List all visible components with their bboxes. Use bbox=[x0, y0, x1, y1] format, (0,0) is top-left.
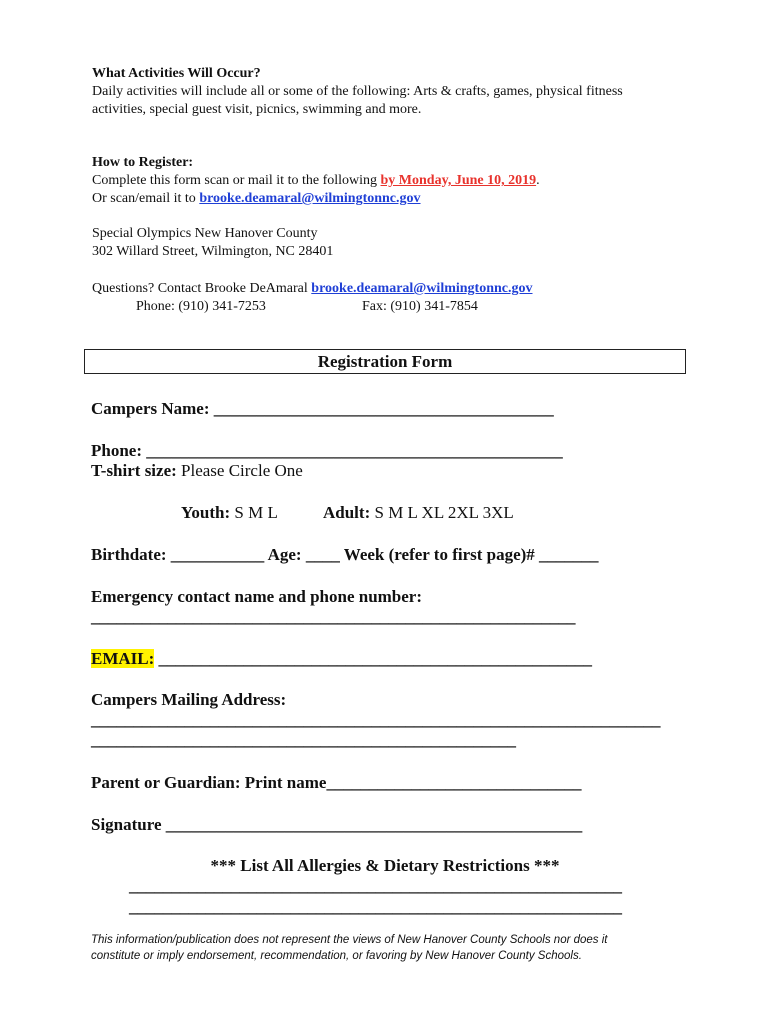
registration-form-title: Registration Form bbox=[317, 352, 453, 371]
emergency-contact-label: Emergency contact name and phone number: bbox=[91, 587, 423, 606]
emergency-contact-field[interactable]: _________________________________________________________ bbox=[91, 607, 576, 626]
adult-label: Adult: bbox=[323, 503, 371, 522]
tshirt-note: Please Circle One bbox=[176, 461, 303, 480]
youth-label: Youth: bbox=[181, 503, 231, 522]
mailing-address-label: Campers Mailing Address: bbox=[91, 690, 287, 709]
disclaimer-line1: This information/publication does not represent the views of New Hanover County Schools nor does it bbox=[91, 934, 608, 946]
register-email-link[interactable]: brooke.deamaral@wilmingtonnc.gov bbox=[199, 191, 421, 206]
deadline-text: by Monday, June 10, 2019 bbox=[380, 173, 537, 188]
register-heading: How to Register: bbox=[92, 155, 194, 170]
phone-field[interactable]: Phone: _________________________________________________ bbox=[91, 441, 563, 460]
disclaimer-line2: constitute or imply endorsement, recommendation, or favoring by New Hanover County Schools. bbox=[91, 950, 582, 962]
mailing-address-field-line2[interactable]: __________________________________________________ bbox=[91, 730, 516, 749]
campers-name-field[interactable]: Campers Name: ________________________________________ bbox=[91, 399, 554, 418]
registration-form-title-box bbox=[84, 349, 686, 374]
tshirt-size-row bbox=[91, 460, 303, 481]
register-line1 bbox=[92, 172, 540, 190]
youth-sizes[interactable]: S M L bbox=[230, 503, 278, 522]
email-row[interactable] bbox=[91, 648, 592, 669]
signature-field[interactable]: Signature _________________________________________________ bbox=[91, 815, 583, 834]
contact-email-link[interactable]: brooke.deamaral@wilmingtonnc.gov bbox=[311, 281, 533, 296]
register-line2 bbox=[92, 190, 421, 208]
guardian-name-field[interactable]: Parent or Guardian: Print name______________________________ bbox=[91, 773, 582, 792]
contact-prefix: Questions? Contact Brooke DeAmaral bbox=[92, 281, 312, 296]
register-line2-prefix: Or scan/email it to bbox=[92, 191, 200, 206]
org-street: 302 Willard Street, Wilmington, NC 28401 bbox=[92, 244, 334, 259]
activities-text-line2: activities, special guest visit, picnics, swimming and more. bbox=[92, 102, 422, 117]
contact-line bbox=[92, 280, 533, 298]
activities-heading: What Activities Will Occur? bbox=[92, 66, 261, 81]
adult-sizes[interactable]: S M L XL 2XL 3XL bbox=[370, 503, 514, 522]
youth-sizes-row[interactable] bbox=[181, 502, 278, 523]
allergies-field-line1[interactable]: __________________________________________________________ bbox=[129, 876, 622, 895]
email-field[interactable]: ___________________________________________________ bbox=[154, 649, 593, 668]
activities-text-line1: Daily activities will include all or some of the following: Arts & crafts, games, physical fitness bbox=[92, 84, 623, 99]
allergies-field-line2[interactable]: __________________________________________________________ bbox=[129, 897, 622, 916]
mailing-address-field-line1[interactable]: ___________________________________________________________________ bbox=[91, 710, 661, 729]
email-label: EMAIL: bbox=[91, 649, 155, 668]
contact-phone: Phone: (910) 341-7253 bbox=[136, 299, 266, 314]
birthdate-age-week-field[interactable]: Birthdate: ___________ Age: ____ Week (refer to first page)# _______ bbox=[91, 545, 599, 564]
register-line1-prefix: Complete this form scan or mail it to the following bbox=[92, 173, 381, 188]
adult-sizes-row[interactable] bbox=[323, 502, 514, 523]
tshirt-label: T-shirt size: bbox=[91, 461, 177, 480]
org-name: Special Olympics New Hanover County bbox=[92, 226, 318, 241]
contact-fax: Fax: (910) 341-7854 bbox=[362, 299, 478, 314]
allergies-heading: *** List All Allergies & Dietary Restrictions *** bbox=[210, 856, 560, 875]
register-line1-suffix: . bbox=[536, 173, 540, 188]
